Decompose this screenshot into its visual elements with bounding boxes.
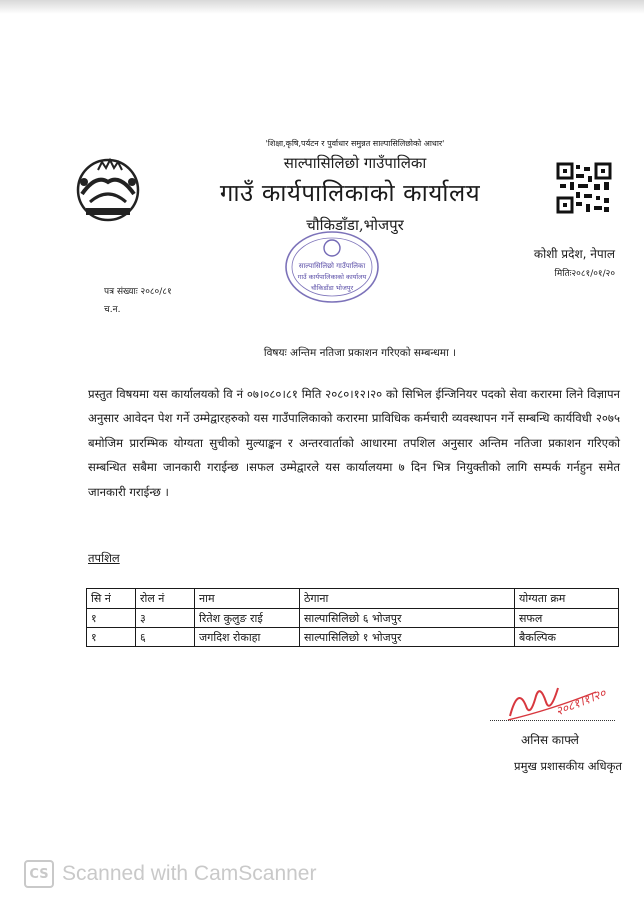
province-address: कोशी प्रदेश, नेपाल bbox=[533, 247, 615, 261]
header-address: ठेगाना bbox=[300, 589, 515, 609]
cell-merit: सफल bbox=[515, 609, 619, 628]
stamp-line-3: चौकिडाँडा भोजपुर bbox=[310, 284, 354, 292]
results-table bbox=[86, 588, 619, 647]
cell-address: साल्पासिलिछो ६ भोजपुर bbox=[300, 609, 515, 628]
cell-serial: १ bbox=[87, 628, 136, 647]
stamp-line-1: साल्पासिलिछो गाउँपालिका bbox=[298, 262, 366, 270]
letter-date: मितिः२०८१/०१/२० bbox=[554, 269, 615, 279]
signature-line bbox=[490, 720, 615, 721]
signer-name: अनिस काफ्ले bbox=[521, 733, 579, 747]
table-row bbox=[87, 609, 619, 628]
office-location: चौकिडाँडा,भोजपुर bbox=[306, 216, 404, 234]
cell-merit: बैकल्पिक bbox=[515, 628, 619, 647]
nepal-emblem-logo bbox=[68, 152, 148, 222]
letterhead-motto: 'शिक्षा,कृषि,पर्यटन र पुर्वाधार समुन्नत साल्पासिलिछोको आधार' bbox=[265, 139, 445, 148]
camscanner-icon: CS bbox=[24, 860, 54, 888]
scan-top-edge bbox=[0, 0, 644, 14]
cell-serial: १ bbox=[87, 609, 136, 628]
camscanner-watermark bbox=[24, 858, 364, 890]
cell-name: जगदिश रोकाहा bbox=[195, 628, 300, 647]
handwritten-signature bbox=[500, 666, 630, 728]
cell-roll: ३ bbox=[136, 609, 195, 628]
signature-date: २०८१।१।२० bbox=[553, 685, 608, 719]
dispatch-number: च.न. bbox=[104, 305, 121, 315]
cell-name: रितेश कुलुङ राई bbox=[195, 609, 300, 628]
header-merit: योग्यता क्रम bbox=[515, 589, 619, 609]
details-heading: तपशिल bbox=[88, 551, 120, 565]
signer-title: प्रमुख प्रशासकीय अधिकृत bbox=[514, 759, 622, 773]
municipality-name: साल्पासिलिछो गाउँपालिका bbox=[283, 154, 427, 172]
office-name: गाउँ कार्यपालिकाको कार्यालय bbox=[219, 179, 481, 207]
letter-subject: विषयः अन्तिम नतिजा प्रकाशन गरिएको सम्बन्धमा । bbox=[263, 347, 457, 359]
header-name: नाम bbox=[195, 589, 300, 609]
letter-number: पत्र संख्याः २०८०/८१ bbox=[104, 287, 172, 297]
table-header-row bbox=[87, 589, 619, 609]
stamp-line-2: गाउँ कार्यपालिकाको कार्यालय bbox=[297, 273, 367, 281]
cell-address: साल्पासिलिछो १ भोजपुर bbox=[300, 628, 515, 647]
watermark-text: Scanned with CamScanner bbox=[62, 862, 317, 885]
header-roll: रोल नं bbox=[136, 589, 195, 609]
cell-roll: ६ bbox=[136, 628, 195, 647]
header-serial: सि नं bbox=[87, 589, 136, 609]
table-row bbox=[87, 628, 619, 647]
letter-body: प्रस्तुत विषयमा यस कार्यालयको वि नं ०७।०८०।८१ मिति २०८०।१२।२० को सिभिल ईन्जिनियर पदको सेवा करारमा लिने विज्ञापन अनुसार आवेदन पेश गर्ने उम्मेद्वारहरुको यस गाउँपालिकाको करारमा प्राविधिक कर्मचारी व्यवस्थापन गर्ने सम्बन्धि कार्यविधी २०७५ बमोजिम प्रारम्भिक योग्यता सुचीको मुल्याङ्कन र अन्तरवार्ताको आधारमा तपशिल अनुसार अन्तिम नतिजा प्रकाशन गरिएको सम्बन्धित सबैमा जानकारी गराईन्छ ।सफल उम्मेद्वारले यस कार्यालयमा ७ दिन भित्र नियुक्तीको लागि सम्पर्क गर्नहुन समेत जानकारी गराईन्छ । bbox=[88, 387, 620, 499]
qr-code bbox=[556, 162, 612, 214]
official-stamp bbox=[282, 228, 382, 306]
